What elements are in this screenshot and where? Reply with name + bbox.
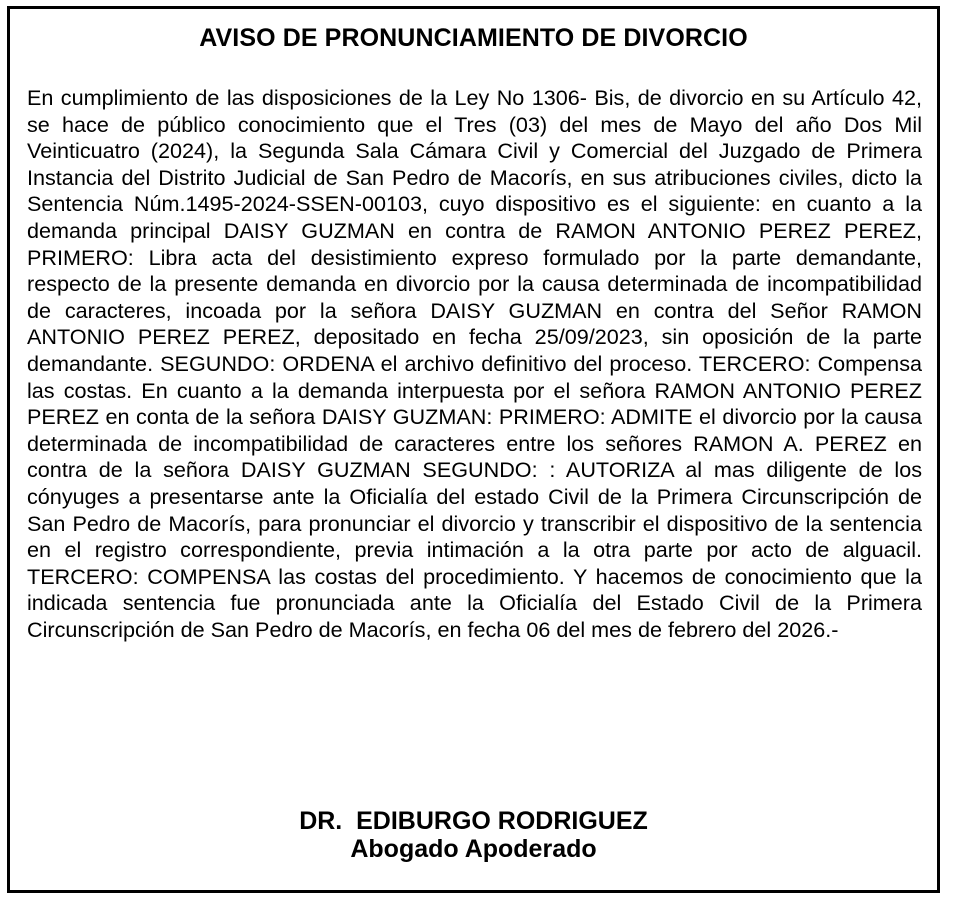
notice-body: En cumplimiento de las disposiciones de la Ley No 1306- Bis, de divorcio en su Artículo 42, se hace de público conocimiento que el Tres (03) del mes de Mayo del año Dos Mil Veinticuatro (2024), la Segunda Sala Cámara Civil y Comercial del Juzgado de Primera Instancia del Distrito Judicial de San Pedro de Macorís, en sus atribuciones civiles, dicto la Sentencia Núm.1495-2024-SSEN-00103, cuyo dispositivo es el siguiente: en cuanto a la demanda principal DAISY GUZMAN en contra de RAMON ANTONIO PEREZ PEREZ, PRIMERO: Libra acta del desistimiento expreso formulado por la parte demandante, respecto de la presente demanda en divorcio por la causa determinada de incompatibilidad de caracteres, incoada por la señora DAISY GUZMAN en contra del Señor RAMON ANTONIO PEREZ PEREZ, depositado en fecha 25/09/2023, sin oposición de la parte demandante. SEGUNDO: ORDENA el archivo definitivo del proceso. TERCERO: Compensa las costas. En cuanto a la demanda interpuesta por el señora RAMON ANTONIO PEREZ PEREZ en conta de la señora DAISY GUZMAN: PRIMERO: ADMITE el divorcio por la causa determinada de incompatibilidad de caracteres entre los señores RAMON A. PEREZ en contra de la señora DAISY GUZMAN SEGUNDO: : AUTORIZA al mas diligente de los cónyuges a presentarse ante la Oficialía del estado Civil de la Primera Circunscripción de San Pedro de Macorís, para pronunciar el divorcio y transcribir el dispositivo de la sentencia en el registro correspondiente, previa intimación a la otra parte por acto de alguacil. TERCERO: COMPENSA las costas del procedimiento. Y hacemos de conocimiento que la indicada sentencia fue pronunciada ante la Oficialía del Estado Civil de la Primera Circunscripción de San Pedro de Macorís, en fecha 06 del mes de febrero del 2026.- xyxy=(27,85,922,642)
signature-block xyxy=(10,807,937,863)
signature-role: Abogado Apoderado xyxy=(350,835,597,863)
signature-name: DR. EDIBURGO RODRIGUEZ xyxy=(299,807,648,835)
legal-notice xyxy=(7,6,940,893)
notice-title: AVISO DE PRONUNCIAMIENTO DE DIVORCIO xyxy=(199,24,748,52)
